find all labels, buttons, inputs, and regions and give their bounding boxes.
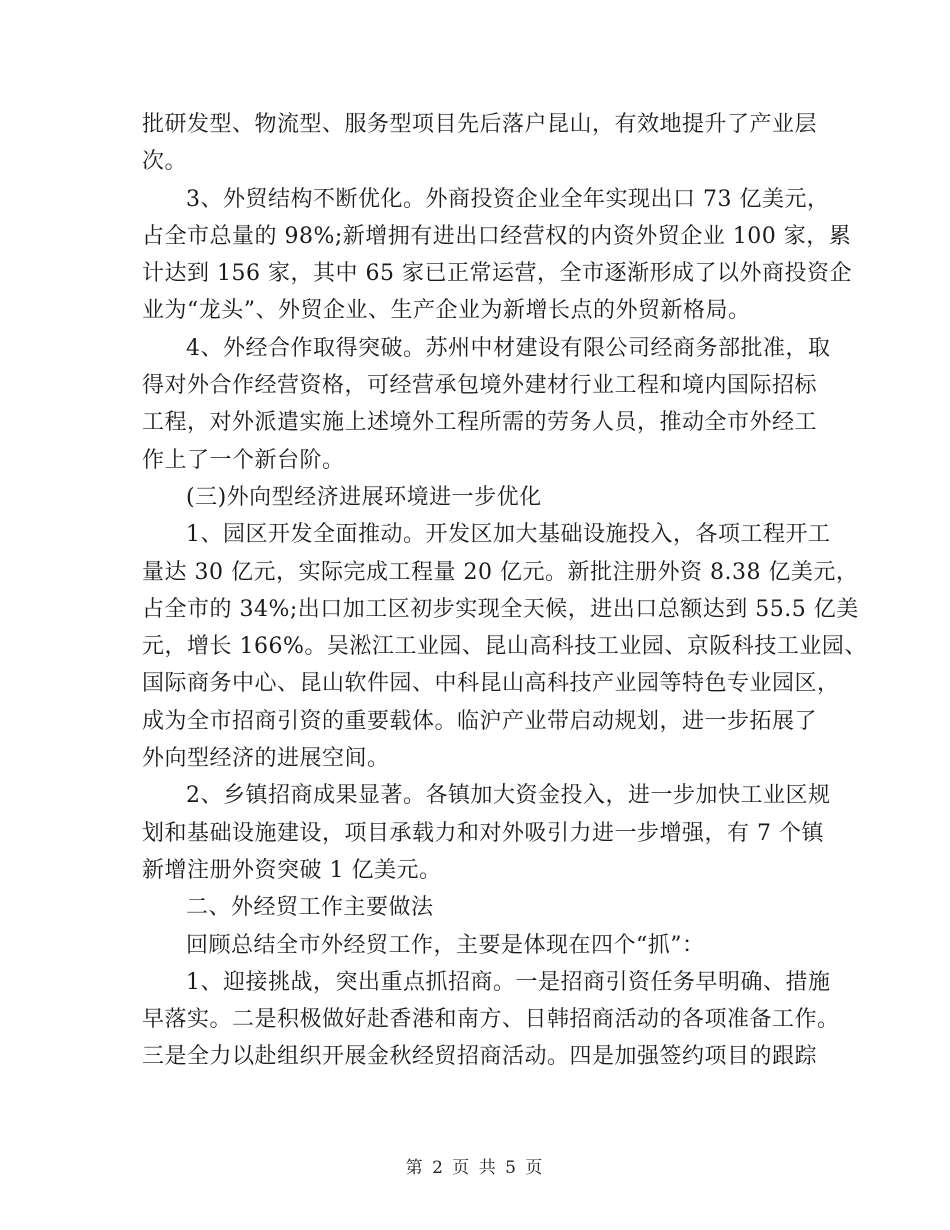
text-line: 外向型经济的进展空间。: [142, 746, 390, 772]
text-line: 业为“龙头”、外贸企业、生产企业为新增长点的外贸新格局。: [142, 298, 751, 324]
text-line: 次。: [142, 149, 188, 175]
text-line: 得对外合作经营资格，可经营承包境外建材行业工程和境内国际招标: [142, 373, 818, 399]
text-line: 三是全力以赴组织开展金秋经贸招商活动。四是加强签约项目的跟踪: [142, 1044, 818, 1070]
text-line: 量达 30 亿元，实际完成工程量 20 亿元。新批注册外资 8.38 亿美元，: [142, 559, 859, 585]
paragraph-start: 3、外贸结构不断优化。外商投资企业全年实现出口 73 亿美元，: [186, 186, 830, 212]
text-line: 工程，对外派遣实施上述境外工程所需的劳务人员，推动全市外经工: [142, 410, 818, 436]
paragraph-start: 4、外经合作取得突破。苏州中材建设有限公司经商务部批准，取: [186, 335, 831, 361]
text-line: 作上了一个新台阶。: [142, 447, 345, 473]
text-line: 计达到 156 家，其中 65 家已正常运营，全市逐渐形成了以外商投资企: [142, 261, 852, 287]
section-heading: 二、外经贸工作主要做法: [186, 895, 434, 921]
text-line: 占全市的 34%;出口加工区初步实现全天候，进出口总额达到 55.5 亿美: [142, 596, 859, 622]
paragraph-start: 回顾总结全市外经贸工作，主要是体现在四个“抓”：: [186, 932, 705, 958]
page-number-footer: 第 2 页 共 5 页: [405, 1158, 545, 1178]
paragraph-start: 1、园区开发全面推动。开发区加大基础设施投入，各项工程开工: [186, 522, 831, 548]
paragraph-start: 1、迎接挑战，突出重点抓招商。一是招商引资任务早明确、措施: [186, 969, 831, 995]
text-line: 划和基础设施建设，项目承载力和对外吸引力进一步增强，有 7 个镇: [142, 820, 824, 846]
text-line: 成为全市招商引资的重要载体。临沪产业带启动规划，进一步拓展了: [142, 708, 818, 734]
text-line: 元，增长 166%。吴淞江工业园、昆山高科技工业园、京阪科技工业园、: [142, 634, 867, 660]
text-line: 占全市总量的 98%;新增拥有进出口经营权的内资外贸企业 100 家，累: [142, 223, 852, 249]
section-heading: (三)外向型经济进展环境进一步优化: [186, 484, 542, 510]
text-line: 早落实。二是积极做好赴香港和南方、日韩招商活动的各项准备工作。: [142, 1007, 840, 1033]
text-line: 国际商务中心、昆山软件园、中科昆山高科技产业园等特色专业园区，: [142, 671, 840, 697]
text-line: 批研发型、物流型、服务型项目先后落户昆山，有效地提升了产业层: [142, 112, 818, 137]
paragraph-start: 2、乡镇招商成果显著。各镇加大资金投入，进一步加快工业区规: [186, 783, 831, 809]
text-line: 新增注册外资突破 1 亿美元。: [142, 857, 442, 883]
document-body: [142, 106, 867, 1076]
